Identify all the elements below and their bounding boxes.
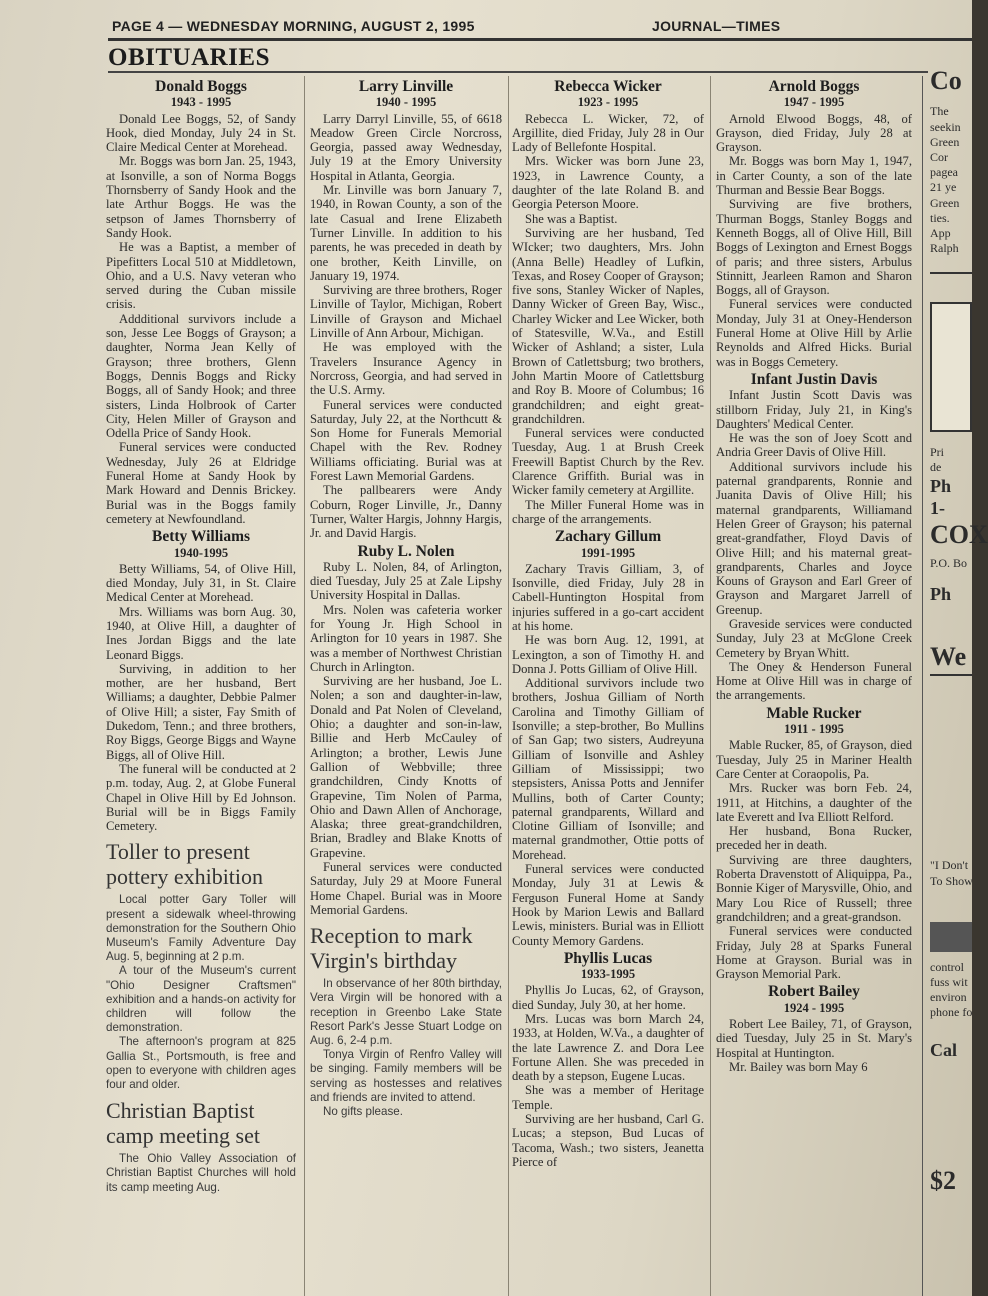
obituary-paragraph: Graveside services were conducted Sunday, July 23 at McGlone Creek Cemetery by Bryan Whitt. bbox=[716, 616, 912, 660]
adjacent-text-fragment: $2 bbox=[930, 1166, 956, 1195]
adjacent-text-fragment: environ bbox=[930, 990, 967, 1004]
news-brief bbox=[106, 1098, 296, 1195]
obituary-paragraph: He was the son of Joey Scott and Andria Greer Davis of Olive Hill. bbox=[716, 431, 912, 460]
obituary-paragraph: Surviving are three daughters, Roberta Dravenstott of Aliquippa, Pa., Bonnie Kiger of Marysville, Ohio, and Mary Lou Rice of Russell; three grandchildren; and a great-grandson. bbox=[716, 852, 912, 924]
obituary-paragraph: Mr. Linville was born January 7, 1940, in Rowan County, a son of the late Casual and Irene Elizabeth Turner Linville. In addition to his parents, he was preceded in death by one brother, Keith Linville, on January 19, 1974. bbox=[310, 183, 502, 283]
adjacent-text-fragment: Green bbox=[930, 135, 960, 149]
obituary-years: 1943 - 1995 bbox=[170, 95, 232, 110]
obituary-name: Infant Justin Davis bbox=[750, 370, 878, 388]
adjacent-text-fragment: Ph bbox=[930, 584, 952, 604]
obituary bbox=[310, 80, 502, 541]
section-title: OBITUARIES bbox=[108, 44, 270, 71]
adjacent-text-fragment: P.O. Bo bbox=[930, 556, 968, 570]
obituary-name: Ruby L. Nolen bbox=[357, 542, 455, 560]
obituary-name: Robert Bailey bbox=[768, 983, 860, 1001]
adjacent-text-fragment: We bbox=[930, 642, 967, 671]
adjacent-text-fragment: Ralph bbox=[930, 241, 959, 255]
column-divider bbox=[508, 76, 509, 1296]
news-paragraph: In observance of her 80th birthday, Vera Virgin will be honored with a reception in Greenbo Lake State Resort Park's Jesse Stuart Lodge on Aug. 6, 2-4 p.m. bbox=[310, 977, 502, 1048]
adjacent-text-fragment: To Show bbox=[930, 874, 973, 888]
obituary bbox=[106, 80, 296, 526]
ad-box-border bbox=[930, 674, 972, 676]
adjacent-text-fragment: App bbox=[930, 226, 951, 240]
obituary-paragraph: Robert Lee Bailey, 71, of Grayson, died Tuesday, July 25 in St. Mary's Hospital at Huntington. bbox=[716, 1017, 912, 1060]
obituary bbox=[716, 704, 912, 982]
adjacent-text-fragment: de bbox=[930, 460, 942, 474]
obituary-paragraph: Mr. Boggs was born May 1, 1947, in Carter County, a son of the late Thurman and Bessie Bear Boggs. bbox=[716, 154, 912, 198]
obituary-name: Phyllis Lucas bbox=[563, 949, 653, 967]
obituary-paragraph: Donald Lee Boggs, 52, of Sandy Hook, died Monday, July 24 in St. Claire Medical Center at Morehead. bbox=[106, 111, 296, 155]
adjacent-text-fragment: fuss wit bbox=[930, 975, 968, 989]
obituary-name: Rebecca Wicker bbox=[554, 78, 662, 95]
obituary-paragraph: Surviving, in addition to her mother, are her husband, Bert Williams; a daughter, Debbie Palmer of Olive Hill; a sister, Fay Smith of Dukedom, Tenn.; and three brothers, Roy Biggs, George Biggs and Wayne Biggs, all of Olive Hill. bbox=[106, 661, 296, 762]
obituary-paragraph: Addditional survivors include a son, Jesse Lee Boggs of Grayson; a daughter, Norma Jean Kelly of Grayson; three brothers, Glenn Boggs, Dennis Boggs and Ricky Boggs, all of Sandy Hook; and three sisters, Linda Holbrook of Carter City, Helen Miller of Grayson and Odella Price of Sandy Hook. bbox=[106, 311, 296, 441]
news-headline: Toller to present pottery exhibition bbox=[106, 839, 264, 890]
obituary-years: 1940-1995 bbox=[173, 545, 229, 560]
adjacent-text-fragment: Cal bbox=[930, 1040, 957, 1060]
masthead-page-date: PAGE 4 — WEDNESDAY MORNING, AUGUST 2, 1995 bbox=[112, 18, 475, 34]
obituary-years: 1911 - 1995 bbox=[784, 722, 844, 737]
obituary-name: Betty Williams bbox=[151, 528, 251, 546]
obituary-paragraph: The Oney & Henderson Funeral Home at Olive Hill was in charge of the arrangements. bbox=[716, 659, 912, 703]
obituary-paragraph: Infant Justin Scott Davis was stillborn Friday, July 21, in King's Daughters' Medical Center. bbox=[716, 388, 912, 431]
obituary-paragraph: Surviving are her husband, Ted WIcker; two daughters, Mrs. John (Anna Belle) Headley of Lufkin, Texas, and Rosey Cooper of Grayson; five sons, Stanley Wicker of Naples, Danny Wicker of Green Bay, Wisc., Charley Wicker and Lee Wicker, both of Statesville, W.Va., and Estill Wicker of Ashland; a sister, Lula Brown of Catlettsburg; two brothers, John Martin Moore of Catlettsburg and Roy B. Moore of Columbus; 16 grandchildren; and eight great-grandchildren. bbox=[512, 225, 704, 426]
obituary-paragraph: Funeral services were conducted Monday, July 31 at Oney-Henderson Funeral Home at Olive Hill by Arlie Reynolds and Alfred Hicks. Burial was in Boggs Cemetery. bbox=[716, 297, 912, 369]
news-paragraph: No gifts please. bbox=[323, 1105, 403, 1119]
obituary-paragraph: Mr. Boggs was born Jan. 25, 1943, at Isonville, a son of Norma Boggs Thornsberry of Sandy Hook and the late Arthur Boggs. He was the setpson of James Thornsberry of Sandy Hook. bbox=[106, 154, 296, 240]
masthead bbox=[112, 16, 972, 38]
obituary-paragraph: Funeral services were conducted Wednesday, July 26 at Eldridge Funeral Home at Sandy Hook by Mark Howard and Dennis Brickey. Burial was in the Boggs family cemetery at Newfoundland. bbox=[106, 440, 296, 526]
news-headline: Reception to mark Virgin's birthday bbox=[310, 923, 473, 974]
obituary-paragraph: Surviving are her husband, Joe L. Nolen; a son and daughter-in-law, Donald and Pat Nolen of Cleveland, Ohio; a daughter and son-in-law, Billie and Herb McCauley of Arlington; a brother, Lewis June Gallion of Webbville; three grandchildren, Cindy Knotts of Grapevine, Tim Nolen of Parma, Ohio and Dawn Allen of Anchorage, Alaska; three great-grandchildren, Brian, Bradley and Blake Knotts of Grapevine. bbox=[310, 674, 502, 860]
adjacent-text-fragment: The bbox=[930, 104, 949, 118]
adjacent-text-fragment: Green bbox=[930, 196, 960, 210]
adjacent-text-fragment: "I Don't bbox=[930, 858, 969, 872]
news-headline: Christian Baptist camp meeting set bbox=[106, 1098, 260, 1149]
obituary-paragraph: Zachary Travis Gilliam, 3, of Isonville, died Friday, July 28 in Cabell-Huntington Hospital from injuries suffered in a go-cart accident at his home. bbox=[512, 561, 704, 633]
obituary-name: Mable Rucker bbox=[766, 704, 862, 722]
column-2 bbox=[310, 76, 502, 1296]
obituary-name: Donald Boggs bbox=[155, 78, 247, 95]
adjacent-text-fragment: ties. bbox=[930, 211, 950, 225]
obituary-paragraph: Mr. Bailey was born May 6 bbox=[729, 1059, 868, 1074]
obituary-paragraph: Larry Darryl Linville, 55, of 6618 Meadow Green Circle Norcross, Georgia, passed away Wednesday, July 19 at the Emory University Hospital in Atlanta, Georgia. bbox=[310, 111, 502, 183]
news-paragraph: Local potter Gary Toller will present a sidewalk wheel-throwing demonstration for the Southern Ohio Museum's Family Adventure Day Aug. 5, beginning at 2 p.m. bbox=[106, 893, 296, 964]
obituary-paragraph: He was a Baptist, a member of Pipefitters Local 510 at Middletown, Ohio, and a U.S. Navy veteran who served during the Cuban missile crisis. bbox=[106, 240, 296, 312]
obituary-paragraph: Funeral services were conducted Monday, July 31 at Lewis & Ferguson Funeral Home at Sandy Hook by Marion Lewis and Ballard Lewis, ministers. Burial was in Elliott County Memory Gardens. bbox=[512, 862, 704, 948]
ad-box bbox=[930, 302, 972, 432]
masthead-rule bbox=[108, 38, 972, 41]
obituary-paragraph: Funeral services were conducted Friday, July 28 at Sparks Funeral Home at Grayson. Burial was in Grayson Memorial Park. bbox=[716, 924, 912, 982]
news-brief bbox=[106, 839, 296, 1092]
obituary-paragraph: Surviving are three brothers, Roger Linville of Taylor, Michigan, Robert Linville of Grayson and Michael Linville of Ann Arbour, Michigan. bbox=[310, 283, 502, 341]
obituary-paragraph: Betty Williams, 54, of Olive Hill, died Monday, July 31, in St. Claire Medical Center at Morehead. bbox=[106, 561, 296, 605]
obituary-paragraph: He was employed with the Travelers Insurance Agency in Norcross, Georgia, and had served in the U.S. Army. bbox=[310, 340, 502, 398]
obituary bbox=[512, 949, 704, 1169]
obituary-paragraph: Rebecca L. Wicker, 72, of Argillite, died Friday, July 28 in Our Lady of Bellefonte Hospital. bbox=[512, 111, 704, 155]
obituary-paragraph: The funeral will be conducted at 2 p.m. today, Aug. 2, at Globe Funeral Chapel in Olive Hill by Ed Johnson. Burial will be in Biggs Family Cemetery. bbox=[106, 761, 296, 834]
obituary bbox=[716, 80, 912, 369]
obituary-paragraph: The Miller Funeral Home was in charge of the arrangements. bbox=[512, 497, 704, 526]
obituary-paragraph: Funeral services were conducted Saturday, July 22, at the Northcutt & Son Home for Funerals Memorial Chapel with the Rev. Rodney Williams officiating. Burial was at Forest Lawn Memorial Gardens. bbox=[310, 397, 502, 484]
obituary-paragraph: Mrs. Nolen was cafeteria worker for Young Jr. High School in Arlington for 10 years in 1987. She was a member of Northwest Christian Church in Arlington. bbox=[310, 602, 502, 674]
adjacent-text-fragment: COX bbox=[930, 520, 988, 549]
obituary-paragraph: Mable Rucker, 85, of Grayson, died Tuesday, July 25 in Mariner Health Care Center at Coraopolis, Pa. bbox=[716, 738, 912, 781]
obituary-years: 1991-1995 bbox=[580, 545, 636, 560]
column-divider bbox=[304, 76, 305, 1296]
adjacent-text-fragment: seekin bbox=[930, 120, 961, 134]
obituary-years: 1933-1995 bbox=[580, 967, 636, 982]
obituary-paragraph: She was a member of Heritage Temple. bbox=[512, 1083, 704, 1112]
news-paragraph: Tonya Virgin of Renfro Valley will be singing. Family members will be serving as hostesses and relatives and friends are invited to attend. bbox=[310, 1048, 502, 1104]
obituary-years: 1947 - 1995 bbox=[783, 95, 845, 110]
adjacent-text-fragment: 1- bbox=[930, 498, 945, 518]
adjacent-text-fragment: phone fo bbox=[930, 1005, 973, 1019]
obituary bbox=[310, 542, 502, 918]
adjacent-text-fragment: Cor bbox=[930, 150, 948, 164]
obituary-years: 1923 - 1995 bbox=[577, 95, 639, 110]
news-paragraph: A tour of the Museum's current "Ohio Designer Craftsmen" exhibition and a hands-on activity for children will follow the demonstration. bbox=[106, 964, 296, 1035]
obituary-paragraph: Phyllis Jo Lucas, 62, of Grayson, died Sunday, July 30, at her home. bbox=[512, 983, 704, 1012]
obituary-paragraph: Funeral services were conducted Tuesday, Aug. 1 at Brush Creek Freewill Baptist Church by the Rev. Clarence Griffith. Burial was in Wicker family cemetery at Argillite. bbox=[512, 426, 704, 498]
obituary-paragraph: The pallbearers were Andy Coburn, Roger Linville, Jr., Danny Turner, Walter Hargis, Johnny Hargis, Jr. and David Hargis. bbox=[310, 483, 502, 541]
obituary-paragraph: Mrs. Lucas was born March 24, 1933, at Holden, W.Va., a daughter of the late Lawrence Z. and Dora Lee Fortune Allen. She was preceded in death by a stepson, Eugene Lucas. bbox=[512, 1012, 704, 1084]
obituary-years: 1940 - 1995 bbox=[375, 95, 437, 110]
adjacent-text-fragment: Ph bbox=[930, 476, 952, 496]
obituary bbox=[512, 530, 704, 948]
obituary-years: 1924 - 1995 bbox=[783, 1000, 845, 1015]
ad-box-border bbox=[930, 272, 972, 274]
obituary-paragraph: Mrs. Rucker was born Feb. 24, 1911, at Hitchins, a daughter of the late Everett and Iva Elliott Relford. bbox=[716, 781, 912, 824]
adjacent-text-fragment: Co bbox=[930, 66, 962, 95]
column-3 bbox=[512, 76, 704, 1296]
obituary-paragraph: Ruby L. Nolen, 84, of Arlington, died Tuesday, July 25 at Zale Lipshy University Hospital in Dallas. bbox=[310, 559, 502, 603]
obituary-paragraph: Additional survivors include his paternal grandparents, Ronnie and Juanita Davis of Olive Hill; his maternal grandparents, Williamand Helen Greer of Grayson; his paternal great-grandfather, Floyd Davis of Olive Hill; and his maternal great-grandparents, Charles and Joyce Kouns of Grayson and Earl Greer of Grayson and Margaret Jarrell of Greenup. bbox=[716, 459, 912, 617]
adjacent-text-fragment: 21 ye bbox=[930, 180, 957, 194]
ad-image bbox=[930, 922, 972, 952]
adjacent-text-fragment: Pri bbox=[930, 445, 945, 459]
obituary-paragraph: Funeral services were conducted Saturday, July 29 at Moore Funeral Home Chapel. Burial was in Moore Memorial Gardens. bbox=[310, 860, 502, 917]
obituary-paragraph: Her husband, Bona Rucker, preceded her in death. bbox=[716, 824, 912, 853]
obituary-paragraph: Mrs. Wicker was born June 23, 1923, in Lawrence County, a daughter of the late Roland B. and Georgia Peterson Moore. bbox=[512, 154, 704, 212]
adjacent-text-fragment: pagea bbox=[930, 165, 958, 179]
column-1 bbox=[106, 76, 296, 1296]
obituary-paragraph: Surviving are five brothers, Thurman Boggs, Stanley Boggs and Kenneth Boggs, all of Olive Hill, Bill Boggs of Lexington and Ernest Boggs of paris; and three sisters, Arbulus Stinnitt, Jearleen Ramon and Sharon Boggs, all of Grayson. bbox=[716, 197, 912, 298]
obituary-paragraph: Arnold Elwood Boggs, 48, of Grayson, died Friday, July 28 at Grayson. bbox=[716, 111, 912, 155]
obituary-name: Zachary Gillum bbox=[554, 528, 662, 546]
obituary bbox=[716, 370, 912, 703]
obituary bbox=[106, 530, 296, 833]
obituary-name: Arnold Boggs bbox=[768, 78, 860, 95]
adjacent-page-column bbox=[930, 62, 988, 1296]
column-divider bbox=[922, 76, 923, 1296]
section-rule bbox=[108, 71, 928, 73]
news-brief bbox=[310, 923, 502, 1119]
obituary-name: Larry Linville bbox=[358, 78, 454, 95]
news-paragraph: The afternoon's program at 825 Gallia St., Portsmouth, is free and open to everyone with children ages four and older. bbox=[106, 1035, 296, 1092]
column-4 bbox=[716, 76, 912, 1296]
obituary-paragraph: Surviving are her husband, Carl G. Lucas; a stepson, Bud Lucas of Tacoma, Wash.; two sisters, Jeanetta Pierce of bbox=[512, 1112, 704, 1169]
masthead-paper-name: JOURNAL—TIMES bbox=[652, 18, 781, 34]
column-divider bbox=[710, 76, 711, 1296]
obituary-paragraph: He was born Aug. 12, 1991, at Lexington, a son of Timothy H. and Donna J. Potts Gilliam of Olive Hill. bbox=[512, 633, 704, 676]
obituary-paragraph: She was a Baptist. bbox=[525, 211, 618, 226]
obituary-paragraph: Mrs. Williams was born Aug. 30, 1940, at Olive Hill, a daughter of Ines Jordan Biggs and the late Leonard Biggs. bbox=[106, 604, 296, 662]
obituary-paragraph: Additional survivors include two brothers, Joshua Gilliam of North Carolina and Timothy Gilliam of Isonville; a step-brother, Bo Mullins of San Gap; two sisters, Audreyuna Gilliam of Isonville and Ashley Gilliam of Mississippi; two stepsisters, Anissa Potts and Jennifer Mullins, both of Carter County; paternal grandparents, Willard and Clotine Gilliam of Isonville; and maternal grandmother, Ottie potts of Morehead. bbox=[512, 676, 704, 862]
obituary bbox=[512, 80, 704, 526]
adjacent-text-fragment: control bbox=[930, 960, 964, 974]
news-paragraph: The Ohio Valley Association of Christian Baptist Churches will hold its camp meeting Aug. bbox=[106, 1152, 296, 1194]
obituary bbox=[716, 985, 912, 1074]
